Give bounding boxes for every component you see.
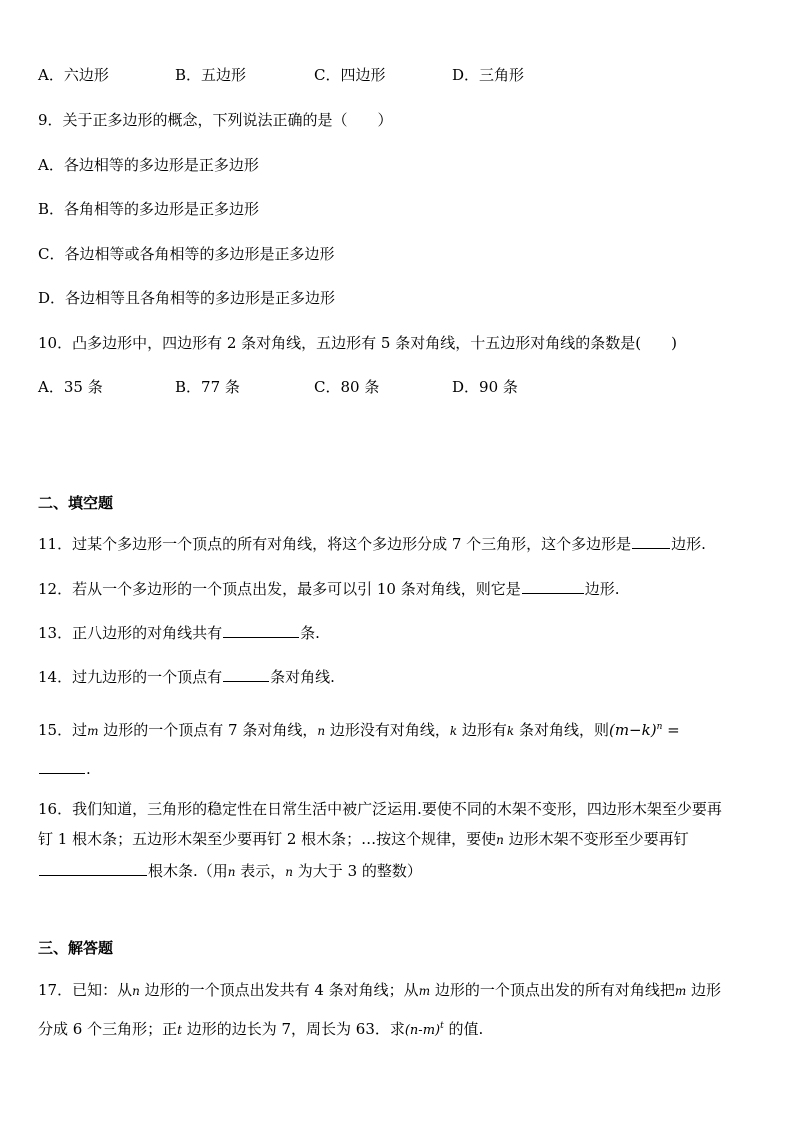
q15-text-4: 边形有 — [457, 721, 507, 739]
q17-text-2a: 分成 6 个三角形；正 — [38, 1020, 178, 1038]
q17-var-t: t — [177, 1023, 182, 1037]
q17-text-1d: 边形 — [686, 981, 722, 999]
q13 — [38, 623, 320, 643]
q17-var-m2: m — [674, 984, 687, 998]
q14-text: 14．过九边形的一个顶点有 — [38, 668, 223, 686]
q13-answer-blank — [223, 623, 299, 638]
q15 — [38, 717, 680, 741]
q14-answer-blank — [223, 667, 269, 682]
q15-var-k: k — [449, 724, 458, 738]
q9-stem: 9．关于正多边形的概念，下列说法正确的是（ ） — [38, 111, 393, 129]
q11-text-end: 边形. — [671, 535, 706, 553]
q17-var-n: n — [132, 984, 140, 998]
section-heading-fill-in: 二、填空题 — [38, 494, 114, 512]
q10-options — [38, 377, 638, 397]
q9-option-b: B．各角相等的多边形是正多边形 — [38, 200, 260, 218]
q8-option-a: A．六边形 — [38, 66, 109, 84]
q16-line-2 — [38, 829, 689, 850]
q17-text-2b: 边形的边长为 7，周长为 63．求 — [181, 1020, 405, 1038]
q15-answer-blank — [39, 759, 85, 774]
q17-text-1a: 17．已知：从 — [38, 981, 133, 999]
q16-var-n: n — [496, 833, 504, 847]
q9-option-d: D．各边相等且各角相等的多边形是正多边形 — [38, 289, 336, 307]
q15-var-n: n — [317, 724, 326, 738]
q16-text-3c: 为大于 3 的整数） — [293, 862, 422, 880]
q11-answer-blank — [632, 534, 670, 549]
q15-text-2: 边形的一个顶点有 7 条对角线， — [98, 721, 318, 739]
q15-text-1: 15．过 — [38, 721, 88, 739]
q16-line-1: 16．我们知道，三角形的稳定性在日常生活中被广泛运用.要使不同的木架不变形，四边形木架至少要再 — [38, 800, 722, 818]
q17-text-1b: 边形的一个顶点出发共有 4 条对角线；从 — [139, 981, 419, 999]
q17-text-1c: 边形的一个顶点出发的所有对角线把 — [430, 981, 675, 999]
q15-var-m: m — [87, 724, 99, 738]
q14 — [38, 667, 335, 687]
q15-period: . — [86, 760, 91, 778]
q16-text-3a: 根木条.（用 — [148, 862, 228, 880]
q15-equals: = — [662, 721, 680, 739]
q11-text: 11．过某个多边形一个顶点的所有对角线，将这个多边形分成 7 个三角形，这个多边形是 — [38, 535, 632, 553]
q15-var-k2: k — [506, 724, 515, 738]
section-heading-answer: 三、解答题 — [38, 939, 114, 957]
q17-text-2c: 的值. — [443, 1020, 484, 1038]
q16-text-2b: 边形木架不变形至少要再钉 — [503, 830, 689, 848]
q10-option-c: C．80 条 — [314, 378, 380, 396]
q8-options — [38, 65, 638, 85]
q15-answer-line — [38, 759, 91, 779]
q15-text-3: 边形没有对角线， — [325, 721, 450, 739]
q16-answer-blank — [39, 861, 147, 876]
q12-text: 12．若从一个多边形的一个顶点出发，最多可以引 10 条对角线，则它是 — [38, 580, 521, 598]
q12 — [38, 579, 620, 599]
q17-var-m: m — [418, 984, 431, 998]
q17-expression: (n-m) — [404, 1023, 441, 1038]
q14-text-end: 条对角线. — [270, 668, 335, 686]
q15-text-5: 条对角线，则 — [514, 721, 609, 739]
q10-option-a: A．35 条 — [38, 378, 103, 396]
q9-option-a: A．各边相等的多边形是正多边形 — [38, 156, 259, 174]
q17-exponent: t — [440, 1021, 444, 1031]
q16-var-n3: n — [285, 865, 294, 879]
q11 — [38, 534, 706, 554]
q8-option-d: D．三角形 — [452, 66, 525, 84]
q16-var-n2: n — [227, 865, 236, 879]
q8-option-b: B．五边形 — [175, 66, 247, 84]
q12-answer-blank — [522, 579, 584, 594]
q10-stem: 10．凸多边形中，四边形有 2 条对角线，五边形有 5 条对角线，十五边形对角线的条数是( ) — [38, 334, 677, 352]
q9-option-c: C．各边相等或各角相等的多边形是正多边形 — [38, 245, 335, 263]
q17-line-1 — [38, 980, 721, 1001]
q16-text-2a: 钉 1 根木条；五边形木架至少要再钉 2 根木条；…按这个规律，要使 — [38, 830, 497, 848]
q16-text-3b: 表示， — [235, 862, 286, 880]
q15-exponent: n — [656, 722, 663, 732]
q13-text-end: 条. — [300, 624, 320, 642]
q10-option-b: B．77 条 — [175, 378, 240, 396]
q17-line-2 — [38, 1016, 483, 1041]
q16-line-3 — [38, 861, 422, 882]
q12-text-end: 边形. — [584, 580, 620, 598]
q15-expression: (m−k) — [608, 721, 657, 739]
q13-text: 13．正八边形的对角线共有 — [38, 624, 223, 642]
q8-option-c: C．四边形 — [314, 66, 386, 84]
q10-option-d: D．90 条 — [452, 378, 518, 396]
